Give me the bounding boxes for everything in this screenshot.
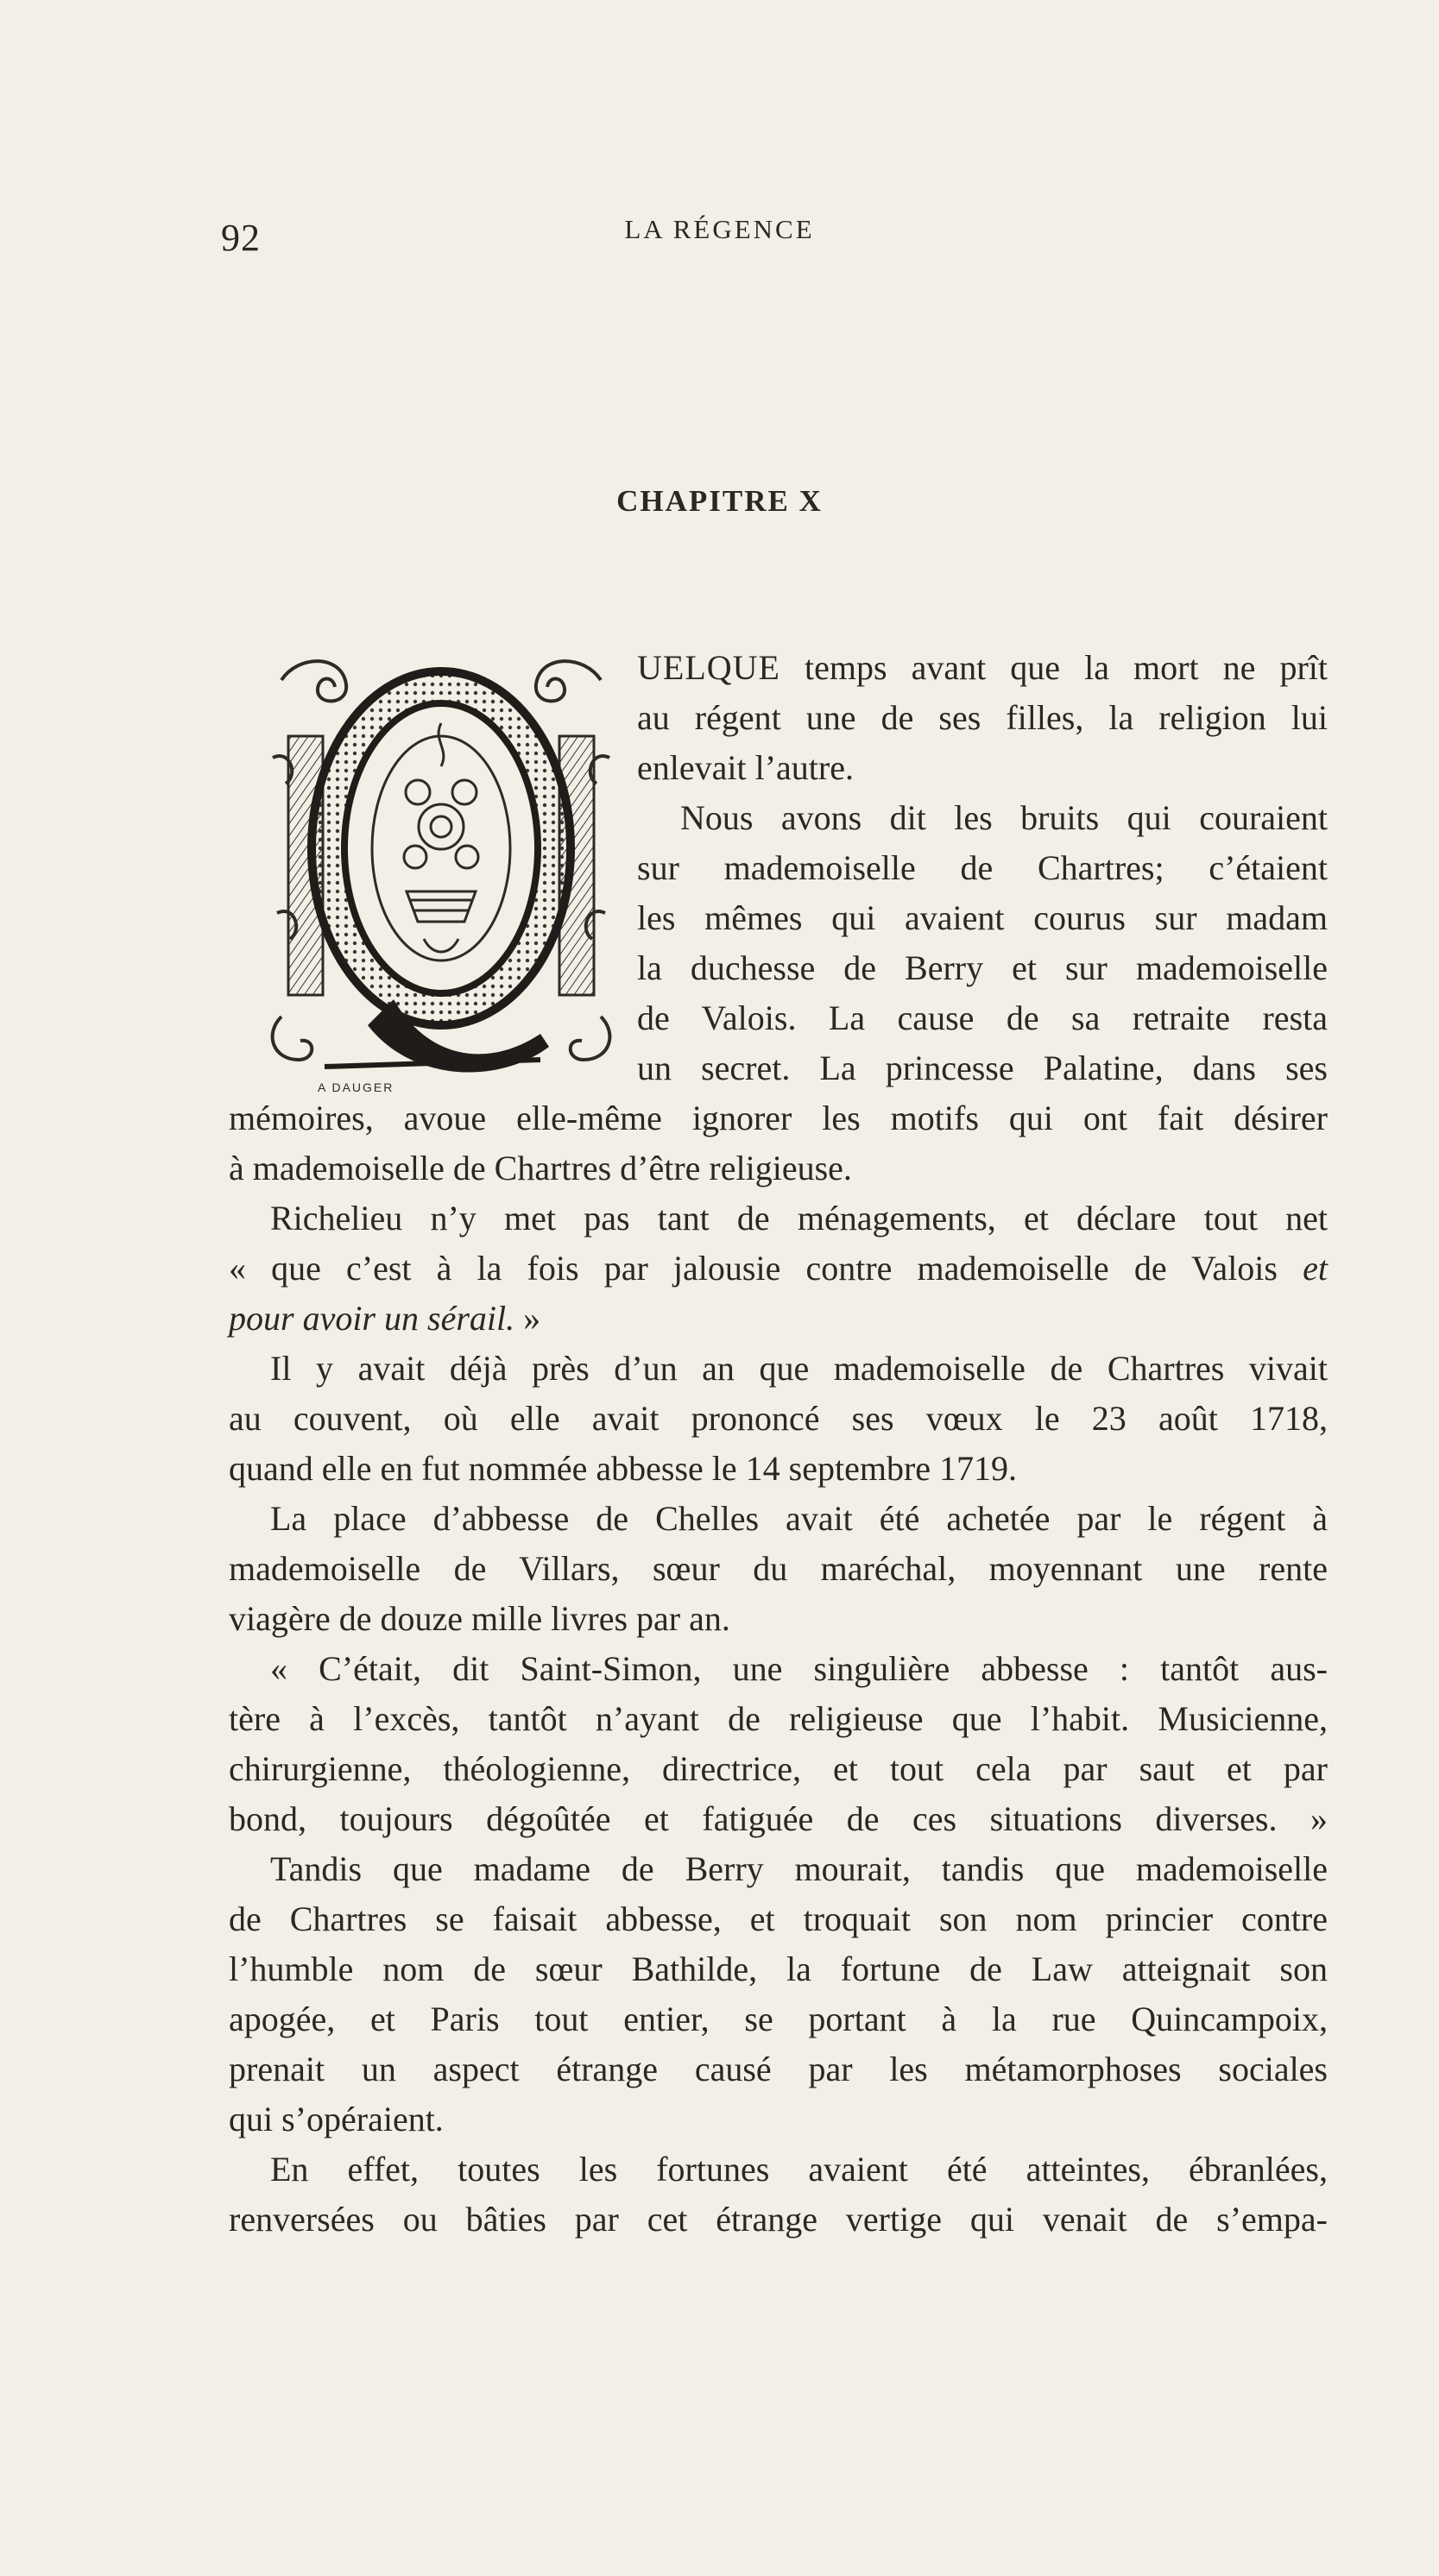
text-line: UELQUE temps avant que la mort ne prît: [637, 648, 1328, 687]
text-line: un secret. La princesse Palatine, dans ses: [637, 1049, 1328, 1087]
text-line: Tandis que madame de Berry mourait, tandis que mademoiselle: [270, 1849, 1328, 1888]
text-line: de Chartres se faisait abbesse, et troquait son nom princier contre: [229, 1899, 1328, 1938]
text-line: bond, toujours dégoûtée et fatiguée de ces situations diverses. »: [229, 1799, 1328, 1838]
text-line: la duchesse de Berry et sur mademoiselle: [637, 948, 1328, 987]
text-line: viagère de douze mille livres par an.: [229, 1599, 730, 1638]
text-line: chirurgienne, théologienne, directrice, et tout cela par saut et par: [229, 1749, 1328, 1788]
text-line: pour avoir un sérail. »: [229, 1299, 541, 1338]
text-line: apogée, et Paris tout entier, se portant à la rue Quincampoix,: [229, 2000, 1328, 2038]
text-line: quand elle en fut nommée abbesse le 14 septembre 1719.: [229, 1449, 1018, 1488]
text-line: prenait un aspect étrange causé par les métamorphoses sociales: [229, 2050, 1328, 2088]
text-line: Nous avons dit les bruits qui couraient: [680, 798, 1328, 837]
text-line: les mêmes qui avaient courus sur madam: [637, 898, 1328, 937]
text-line: Il y avait déjà près d’un an que mademoiselle de Chartres vivait: [270, 1349, 1328, 1388]
running-title: LA RÉGENCE: [624, 214, 815, 244]
ornamental-drop-cap: [264, 654, 618, 1099]
text-line: mademoiselle de Villars, sœur du maréchal, moyennant une rente: [229, 1549, 1328, 1588]
text-line: renversées ou bâties par cet étrange vertige qui venait de s’empa-: [229, 2200, 1328, 2239]
text-line: de Valois. La cause de sa retraite resta: [637, 998, 1328, 1037]
text-line: Richelieu n’y met pas tant de ménagements, et déclare tout net: [270, 1199, 1328, 1238]
text-line: au régent une de ses filles, la religion lui: [637, 698, 1328, 737]
text-line: mémoires, avoue elle-même ignorer les motifs qui ont fait désirer: [229, 1099, 1328, 1137]
text-line: La place d’abbesse de Chelles avait été achetée par le régent à: [270, 1499, 1328, 1538]
text-line: l’humble nom de sœur Bathilde, la fortune de Law atteignait son: [229, 1949, 1328, 1988]
text-line: « C’était, dit Saint-Simon, une singulière abbesse : tantôt aus-: [270, 1649, 1328, 1688]
ornamental-q-illustration: [264, 654, 618, 1099]
text-line: enlevait l’autre.: [637, 748, 854, 787]
chapter-title: CHAPITRE X: [616, 484, 823, 518]
text-line: à mademoiselle de Chartres d’être religieuse.: [229, 1149, 852, 1187]
text-line: sur mademoiselle de Chartres; c’étaient: [637, 848, 1328, 887]
text-line: « que c’est à la fois par jalousie contre mademoiselle de Valois et: [229, 1249, 1328, 1288]
text-line: au couvent, où elle avait prononcé ses vœux le 23 août 1718,: [229, 1399, 1328, 1438]
text-line: En effet, toutes les fortunes avaient été atteintes, ébranlées,: [270, 2150, 1328, 2189]
page-number: 92: [221, 217, 261, 259]
engraver-signature: A DAUGER: [318, 1080, 394, 1094]
text-line: qui s’opéraient.: [229, 2100, 444, 2138]
text-line: tère à l’excès, tantôt n’ayant de religieuse que l’habit. Musicienne,: [229, 1699, 1328, 1738]
